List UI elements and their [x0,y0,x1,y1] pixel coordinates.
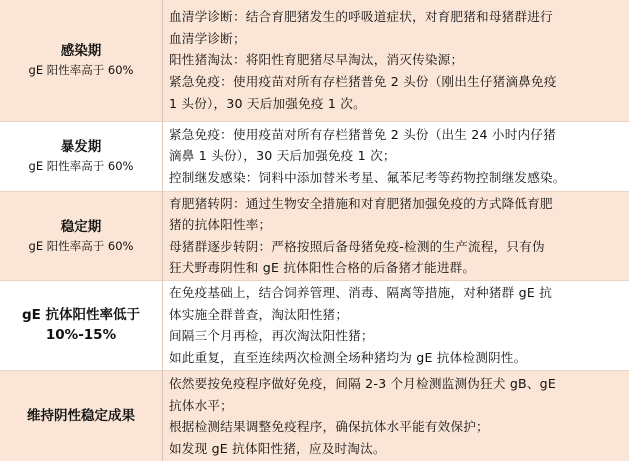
measure-line: 血清学诊断； [169,30,246,46]
stage-title: gE 抗体阳性率低于 [21,307,141,324]
measure-line: 阳性猪淘汰：将阳性育肥猪尽早淘汰，消灭传染源； [169,52,464,68]
stage-cell [0,121,163,191]
stage-cell [0,370,163,461]
stage-cell [0,191,163,280]
measure-line: 根据检测结果调整免疫程序，确保抗体水平能有效保护； [169,419,489,435]
measures-cell [163,0,629,121]
measure-line: 猪的抗体阳性率； [169,217,272,233]
table-row-outbreak-stage [0,121,629,191]
stage-criterion: gE 阳性率高于 60% [28,159,134,173]
table-row-maintain-negative [0,370,629,461]
measure-line: 体实施全群普查，淘汰阳性猪； [169,306,349,322]
stage-title: 稳定期 [60,218,102,235]
measures-cell [163,370,629,461]
measures-cell [163,280,629,370]
measure-line: 狂犬野毒阴性和 gE 抗体阳性合格的后备猪才能进群。 [169,260,476,276]
stage-criterion: gE 阳性率高于 60% [28,238,134,253]
measure-line: 紧急免疫：使用疫苗对所有存栏猪普免 2 头份（刚出生仔猪滴鼻免疫 [169,74,557,90]
measure-line: 母猪群逐步转阴：严格按照后备母猪免疫-检测的生产流程，只有伪 [169,238,545,254]
measure-line: 依然要按免疫程序做好免疫，间隔 2-3 个月检测监测伪狂犬 gB、gE [169,375,557,391]
measure-line: 1 头份），30 天后加强免疫 1 次。 [169,95,366,111]
stage-cell [0,0,163,121]
table-row-low-positive-stage [0,280,629,370]
stage-criterion: gE 阳性率高于 60% [28,63,134,78]
measure-line: 如发现 gE 抗体阳性猪，应及时淘汰。 [169,440,386,456]
measure-line: 如此重复，直至连续两次检测全场种猪均为 gE 抗体检测阴性。 [169,349,527,365]
measure-line: 血清学诊断：结合育肥猪发生的呼吸道症状，对育肥猪和母猪群进行 [169,9,553,25]
stage-title: 维持阴性稳定成果 [27,408,135,425]
table-row-stable-stage [0,191,629,280]
table-row-infection-stage [0,0,629,121]
measure-line: 滴鼻 1 头份），30 天后加强免疫 1 次； [169,148,396,164]
measures-cell [163,191,629,280]
stage-title: 暴发期 [60,139,102,155]
stage-title: 感染期 [60,43,102,60]
measure-line: 间隔三个月再检，再次淘汰阳性猪； [169,328,374,344]
stage-title-range: 10%-15% [45,327,117,344]
measure-line: 抗体水平； [169,397,233,413]
measure-line: 在免疫基础上，结合饲养管理、消毒、隔离等措施，对种猪群 gE 抗 [169,285,552,301]
stage-cell [0,280,163,370]
measure-line: 育肥猪转阴：通过生物安全措施和对育肥猪加强免疫的方式降低育肥 [169,195,553,211]
measure-line: 控制继发感染：饲料中添加替米考星、氟苯尼考等药物控制继发感染。 [169,169,566,185]
measure-line: 紧急免疫：使用疫苗对所有存栏猪普免 2 头份（出生 24 小时内仔猪 [169,126,556,142]
measures-cell [163,121,629,191]
